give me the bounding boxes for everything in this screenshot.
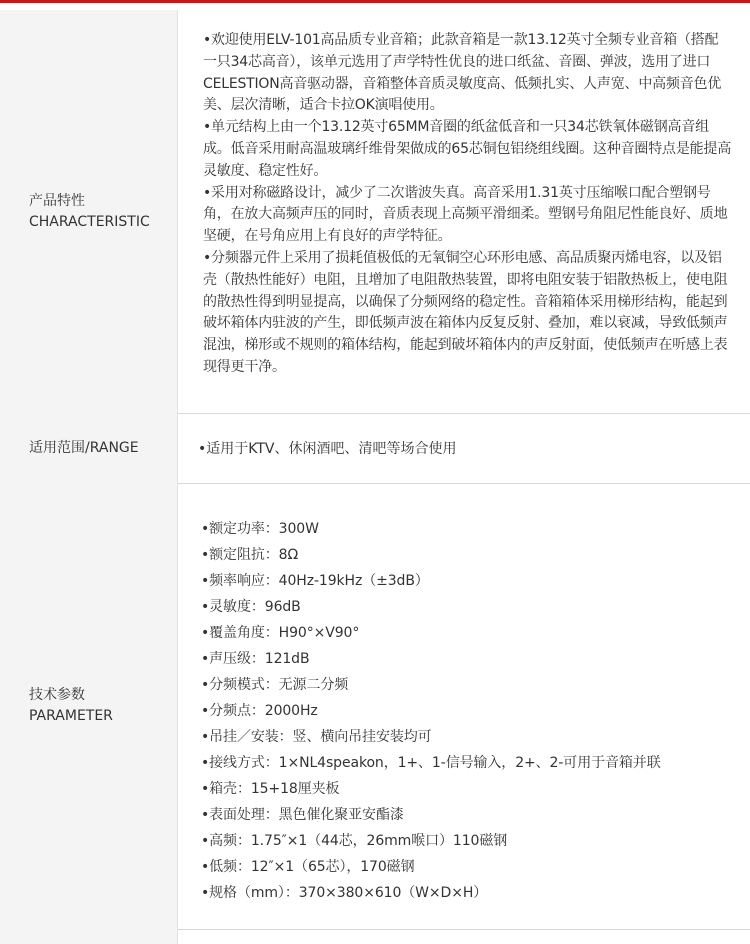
- range-text: •适用于KTV、休闲酒吧、清吧等场合使用: [198, 441, 457, 457]
- characteristic-label-en: CHARACTERISTIC: [29, 213, 150, 230]
- spec-item: •规格（mm）：370×380×610（W×D×H）: [201, 885, 488, 901]
- next-row-start: [0, 929, 750, 944]
- spec-item: •额定功率：300W: [201, 521, 319, 537]
- spec-item: •高频：1.75″×1（44芯，26mm喉口）110磁钢: [201, 833, 508, 849]
- spec-item: •灵敏度：96dB: [201, 599, 301, 615]
- parameter-label-cn: 技术参数: [29, 687, 85, 703]
- range-label: [0, 413, 178, 483]
- characteristic-paragraph: •单元结构上由一个13.12英寸65MM音圈的纸盆低音和一只34芯铁氧体磁钢高音组成。低音采用耐高温玻璃纤维骨架做成的65芯铜包铝绕组线圈。这种音圈特点是能提高灵敏度、稳定性好。: [203, 119, 732, 179]
- characteristic-paragraph: •采用对称磁路设计，减少了二次谐波失真。高音采用1.31英寸压缩喉口配合塑钢号角，在放大高频声压的同时，音质表现上高频平滑细柔。塑钢号角阻尼性能良好、质地坚硬，在号角应用上有良好的声学特征。: [203, 184, 728, 245]
- spec-item: •频率响应：40Hz-19kHz（±3dB）: [201, 573, 429, 589]
- characteristic-label-cn: 产品特性: [29, 192, 85, 209]
- characteristic-label: [0, 10, 178, 413]
- parameter-row: [0, 483, 750, 930]
- range-content: [178, 413, 750, 483]
- spec-item: •低频：12″×1（65芯），170磁钢: [201, 859, 415, 875]
- top-accent-bar: [0, 0, 750, 3]
- spec-item: •分频点：2000Hz: [201, 703, 318, 719]
- spec-item: •箱壳：15+18厘夹板: [201, 781, 340, 797]
- characteristic-paragraph: •分频器元件上采用了损耗值极低的无氧铜空心环形电感、高品质聚丙烯电容，以及铝壳（散热性能好）电阻，且增加了电阻散热装置，即将电阻安装于铝散热板上，使电阻的散热性得到明显提高，以确保了分频网络的稳定性。音箱箱体采用梯形结构，能起到破坏箱体内驻波的产生，即低频声波在箱体内反复反射、叠加，难以衰减，导致低频声混浊，梯形或不规则的箱体结构，能起到破坏箱体内的声反射面，使低频声在听感上表现得更干净。: [203, 249, 728, 375]
- parameter-content: [178, 483, 750, 929]
- characteristic-paragraph: •欢迎使用ELV-101高品质专业音箱；此款音箱是一款13.12英寸全频专业音箱（搭配一只34芯高音），该单元选用了声学特性优良的进口纸盆、音圈、弹波，选用了进口CELESTION高音驱动器，音箱整体音质灵敏度高、低频扎实、人声宽、中高频音色优美、层次清晰，适合卡拉OK演唱使用。: [203, 32, 722, 114]
- next-row-label: [0, 929, 178, 944]
- range-label-text: 适用范围/RANGE: [29, 439, 139, 456]
- spec-item: •接线方式：1×NL4speakon，1+、1-信号输入，2+、2-可用于音箱并联: [201, 755, 661, 771]
- spec-item: •额定阻抗：8Ω: [201, 547, 299, 563]
- characteristic-row: [0, 10, 750, 414]
- spec-item: •表面处理：黑色催化聚亚安酯漆: [201, 807, 404, 823]
- parameter-label: [0, 483, 178, 929]
- spec-item: •分频模式：无源二分频: [201, 677, 349, 693]
- spec-item: •覆盖角度：H90°×V90°: [201, 625, 360, 641]
- parameter-label-en: PARAMETER: [29, 708, 113, 724]
- spec-item: •吊挂／安装：竖、横向吊挂安装均可: [201, 729, 432, 745]
- characteristic-content: [178, 10, 750, 413]
- spec-item: •声压级：121dB: [201, 651, 310, 667]
- range-row: [0, 413, 750, 484]
